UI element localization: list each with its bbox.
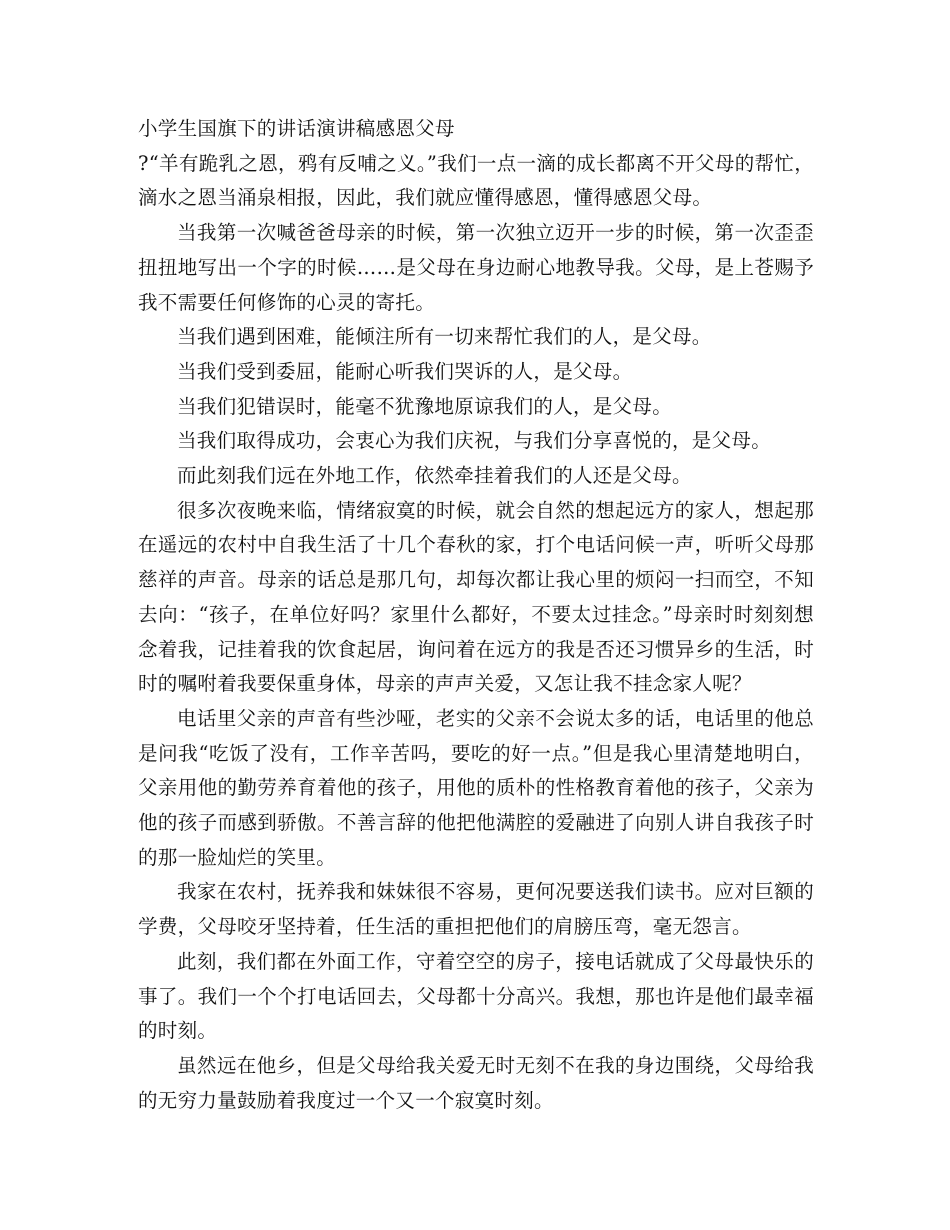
paragraph: 当我们取得成功，会衷心为我们庆祝，与我们分享喜悦的，是父母。	[177, 429, 772, 453]
paragraph: 当我们受到委屈，能耐心听我们哭诉的人，是父母。	[177, 359, 633, 383]
document-title: 小学生国旗下的讲话演讲稿感恩父母	[138, 117, 455, 140]
paragraph: 当我们遇到困难，能倾注所有一切来帮忙我们的人，是父母。	[177, 325, 712, 349]
paragraph: 电话里父亲的声音有些沙哑，老实的父亲不会说太多的话，电话里的他总是问我“吃饭了没有，工作辛苦吗，要吃的好一点。”但是我心里清楚地明白，父亲用他的勤劳养育着他的孩子，用他的质朴的性格教育着他的孩子，父亲为他的孩子而感到骄傲。不善言辞的他把他满腔的爱融进了向别人讲自我孩子时的那一脸灿烂的笑里。	[138, 706, 814, 869]
document-body	[138, 112, 814, 1118]
paragraph: 当我们犯错误时，能毫不犹豫地原谅我们的人，是父母。	[177, 394, 673, 418]
paragraph: 而此刻我们远在外地工作，依然牵挂着我们的人还是父母。	[177, 464, 692, 488]
paragraph: 我家在农村，抚养我和妹妹很不容易，更何况要送我们读书。应对巨额的学费，父母咬牙坚持着，任生活的重担把他们的肩膀压弯，毫无怨言。	[138, 880, 814, 939]
paragraph: 很多次夜晚来临，情绪寂寞的时候，就会自然的想起远方的家人，想起那在遥远的农村中自我生活了十几个春秋的家，打个电话问候一声，听听父母那慈祥的声音。母亲的话总是那几句，却每次都让我心里的烦闷一扫而空，不知去向：“孩子，在单位好吗？家里什么都好，不要太过挂念。”母亲时时刻刻想念着我，记挂着我的饮食起居，询问着在远方的我是否还习惯异乡的生活，时时的嘱咐着我要保重身体，母亲的声声关爱，又怎让我不挂念家人呢？	[138, 498, 814, 696]
paragraph: 虽然远在他乡，但是父母给我关爱无时无刻不在我的身边围绕，父母给我的无穷力量鼓励着我度过一个又一个寂寞时刻。	[138, 1053, 814, 1112]
paragraph: 此刻，我们都在外面工作，守着空空的房子，接电话就成了父母最快乐的事了。我们一个个打电话回去，父母都十分高兴。我想，那也许是他们最幸福的时刻。	[138, 949, 814, 1043]
paragraph-intro: ?“羊有跪乳之恩，鸦有反哺之义。”我们一点一滴的成长都离不开父母的帮忙，滴水之恩当涌泉相报，因此，我们就应懂得感恩，懂得感恩父母。	[138, 151, 814, 210]
paragraph: 当我第一次喊爸爸母亲的时候，第一次独立迈开一步的时候，第一次歪歪扭扭地写出一个字的时候……是父母在身边耐心地教导我。父母，是上苍赐予我不需要任何修饰的心灵的寄托。	[138, 221, 814, 314]
